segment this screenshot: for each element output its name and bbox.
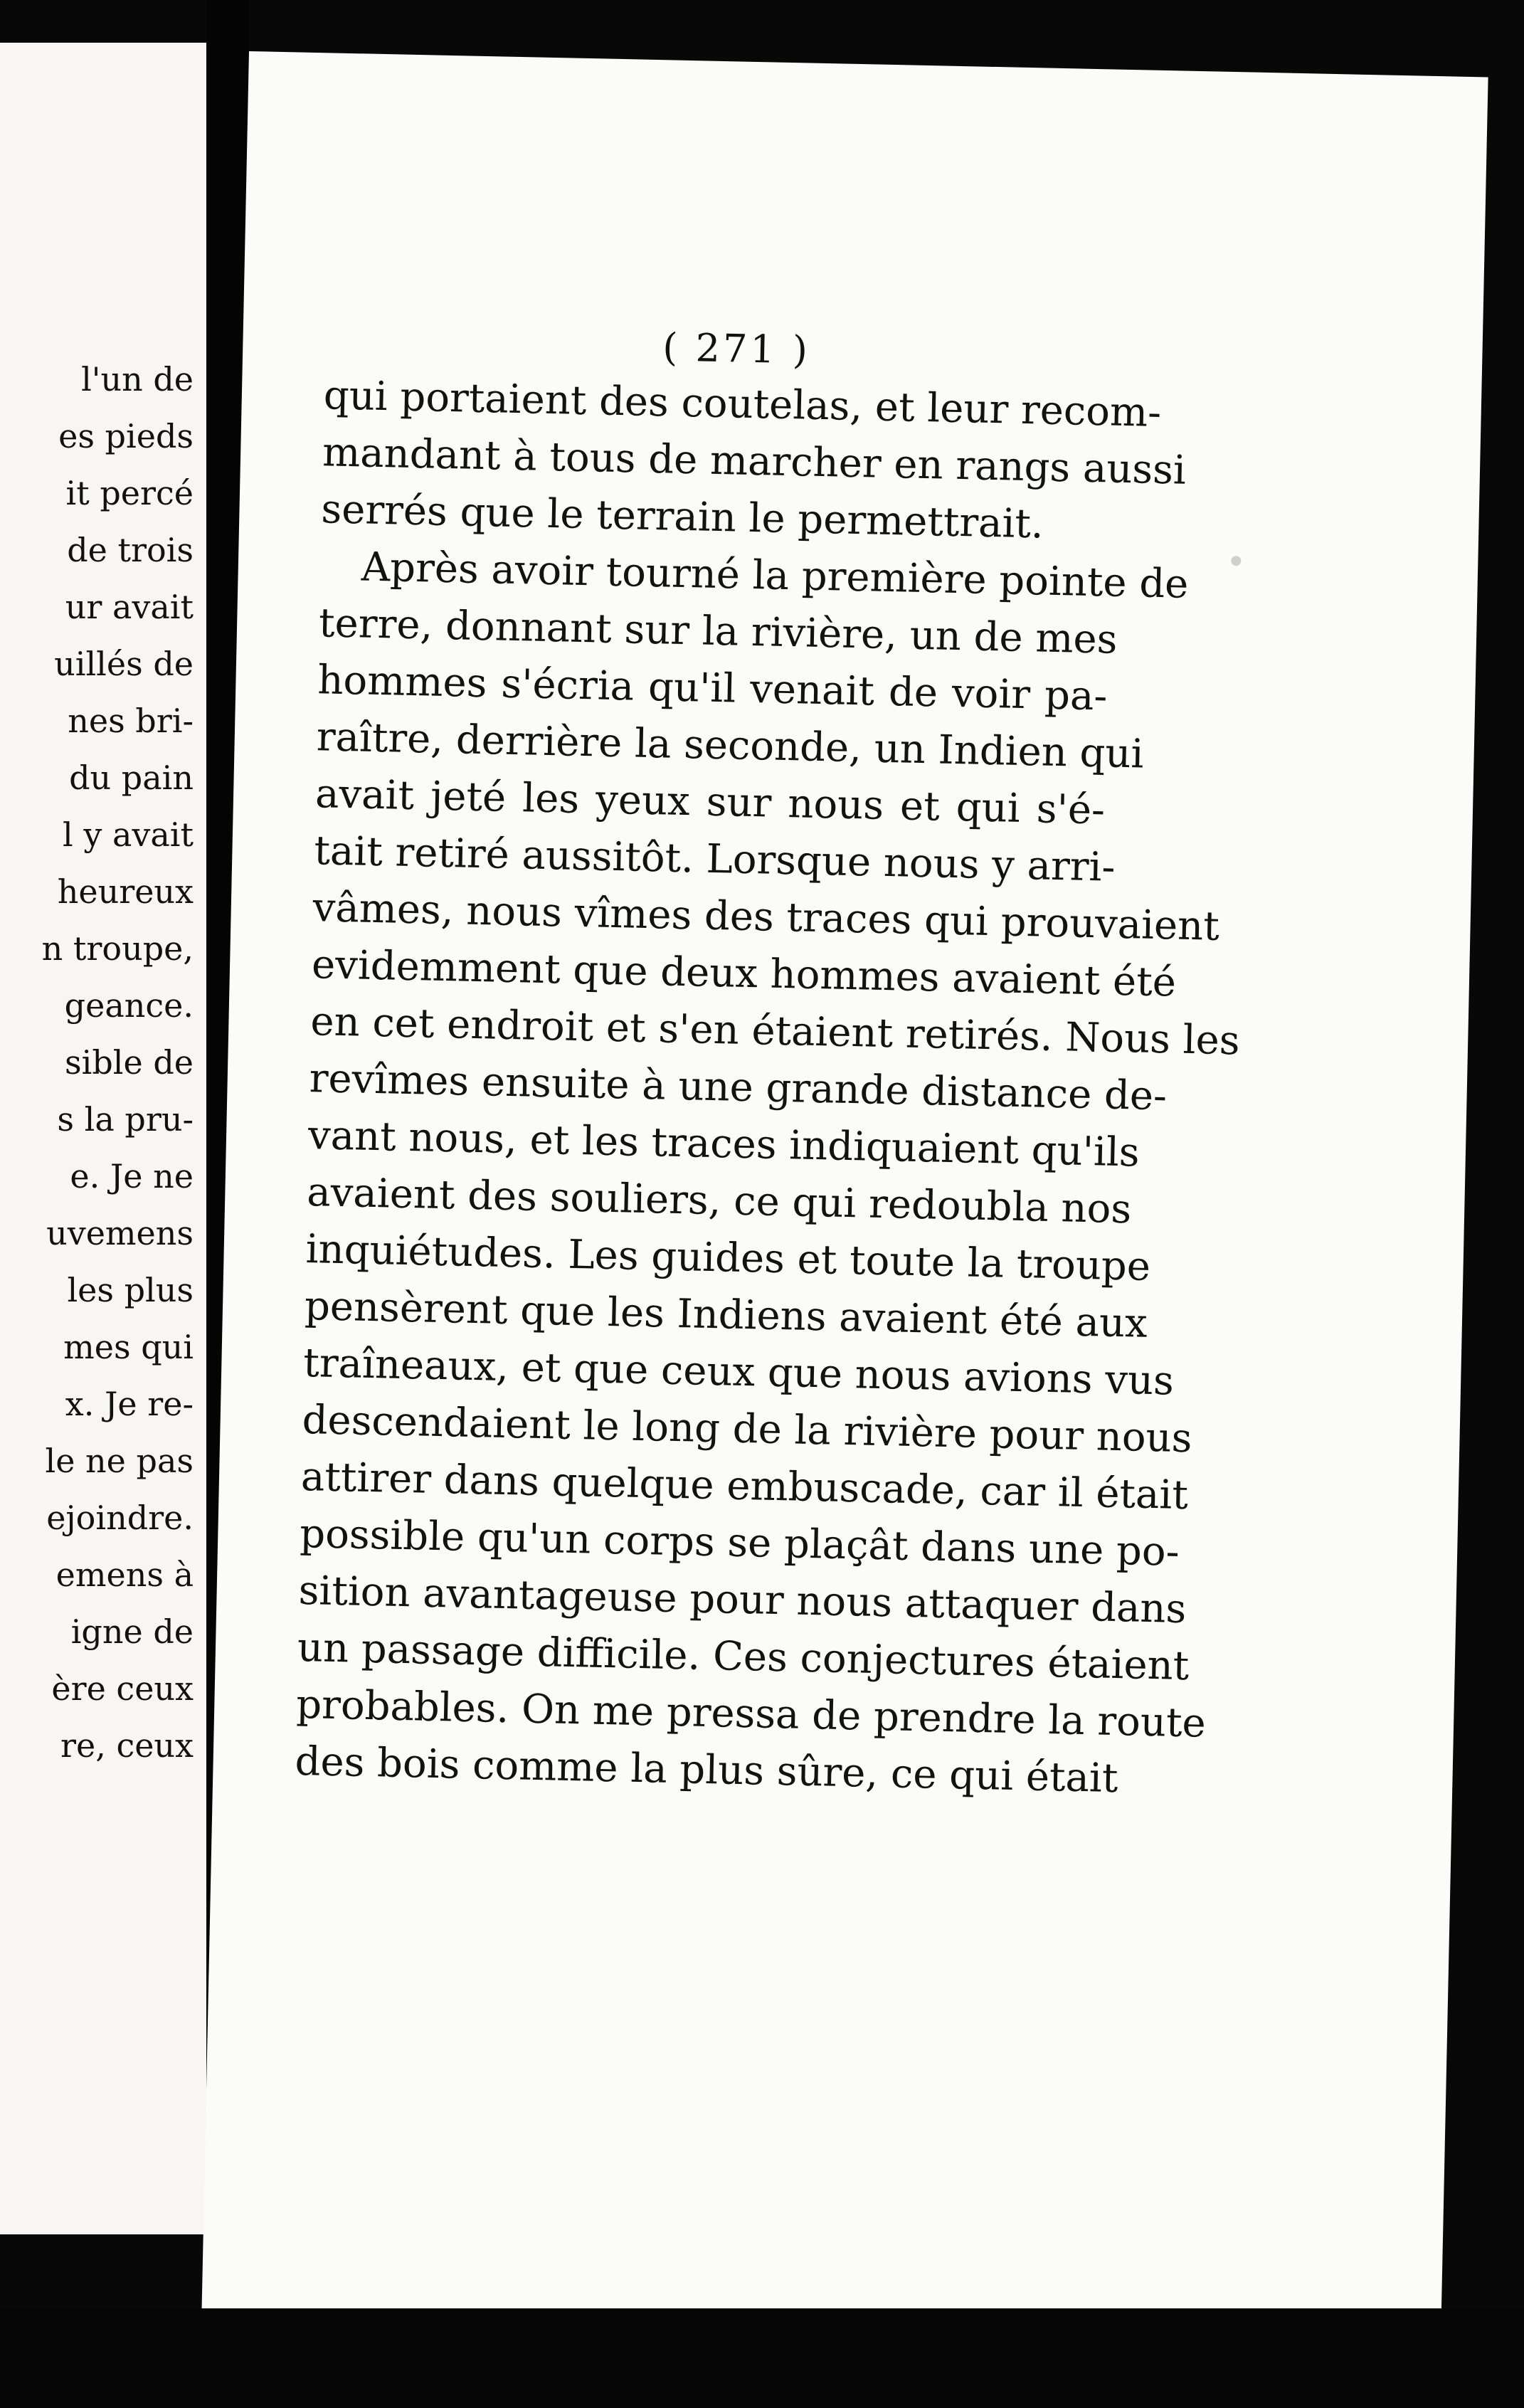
left-text-line: ejoindre. — [46, 1499, 194, 1537]
left-text-line: sible de — [65, 1043, 194, 1082]
text-line: Après avoir tourné la première pointe de — [361, 544, 1189, 608]
scan-bottom-edge — [0, 2308, 1524, 2408]
text-line: sition avantageuse pour nous attaquer dans — [298, 1567, 1187, 1633]
text-line: attirer dans quelque embuscade, car il était — [300, 1453, 1189, 1519]
left-text-line: l y avait — [63, 815, 194, 854]
text-line: serrés que le terrain le permettrait. — [320, 486, 1044, 548]
page-body-text — [295, 367, 1241, 1807]
text-line: evidemment que deux hommes avaient été — [311, 941, 1177, 1006]
left-text-line: de trois — [67, 531, 194, 569]
text-line: qui portaient des coutelas, et leur recom- — [323, 372, 1162, 436]
text-line: avaient des souliers, ce qui redoubla nos — [306, 1169, 1132, 1233]
left-text-line: n troupe, — [41, 929, 194, 968]
left-text-line: le ne pas — [45, 1442, 194, 1480]
text-line: pensèrent que les Indiens avaient été aux — [304, 1283, 1148, 1347]
left-text-line: re, ceux — [60, 1726, 194, 1765]
left-text-line: uillés de — [54, 645, 194, 683]
left-facing-page — [0, 43, 206, 2234]
text-line: traîneaux, et que ceux que nous avions vus — [302, 1340, 1175, 1405]
text-line: vâmes, nous vîmes des traces qui prouvaient — [312, 884, 1220, 950]
text-line: descendaient le long de la rivière pour nous — [302, 1396, 1193, 1462]
text-line: revîmes ensuite à une grande distance de- — [309, 1055, 1168, 1120]
left-text-line: igne de — [70, 1612, 194, 1651]
text-line: terre, donnant sur la rivière, un de mes — [318, 600, 1118, 663]
left-text-line: uvemens — [46, 1214, 194, 1252]
text-line: tait retiré aussitôt. Lorsque nous y arri- — [313, 828, 1116, 891]
text-line: un passage difficile. Ces conjectures étaient — [297, 1624, 1190, 1690]
left-text-line: es pieds — [58, 417, 194, 455]
text-line: des bois comme la plus sûre, ce qui était — [295, 1738, 1119, 1802]
text-line: hommes s'écria qu'il venait de voir pa- — [317, 657, 1108, 720]
left-text-line: geance. — [64, 986, 194, 1025]
left-text-line: ur avait — [65, 588, 194, 626]
left-text-line: l'un de — [81, 360, 194, 398]
left-text-line: nes bri- — [68, 702, 194, 740]
left-text-line: du pain — [69, 759, 194, 797]
left-text-line: e. Je ne — [70, 1157, 194, 1195]
left-text-line: it percé — [65, 474, 194, 512]
left-text-line: emens à — [55, 1556, 194, 1594]
text-line: vant nous, et les traces indiquaient qu'ils — [307, 1112, 1141, 1176]
left-text-line: x. Je re- — [65, 1385, 194, 1423]
paper-speck — [1231, 556, 1241, 566]
right-page — [201, 51, 1488, 2340]
text-line: probables. On me pressa de prendre la route — [295, 1681, 1207, 1747]
text-line: raître, derrière la seconde, un Indien qui — [316, 714, 1145, 778]
left-text-line: heureux — [57, 872, 194, 911]
text-line: inquiétudes. Les guides et toute la troupe — [305, 1226, 1151, 1290]
page-number: ( 271 ) — [662, 324, 811, 373]
left-text-line: ère ceux — [51, 1669, 194, 1708]
left-text-line: s la pru- — [57, 1100, 194, 1139]
left-text-line: mes qui — [63, 1328, 194, 1366]
text-line: possible qu'un corps se plaçât dans une po- — [299, 1510, 1180, 1575]
left-text-line: les plus — [67, 1271, 194, 1309]
text-line: avait jeté les yeux sur nous et qui s'é- — [314, 771, 1106, 834]
text-line: mandant à tous de marcher en rangs aussi — [322, 429, 1187, 494]
text-line: en cet endroit et s'en étaient retirés. Nous les — [309, 998, 1241, 1065]
